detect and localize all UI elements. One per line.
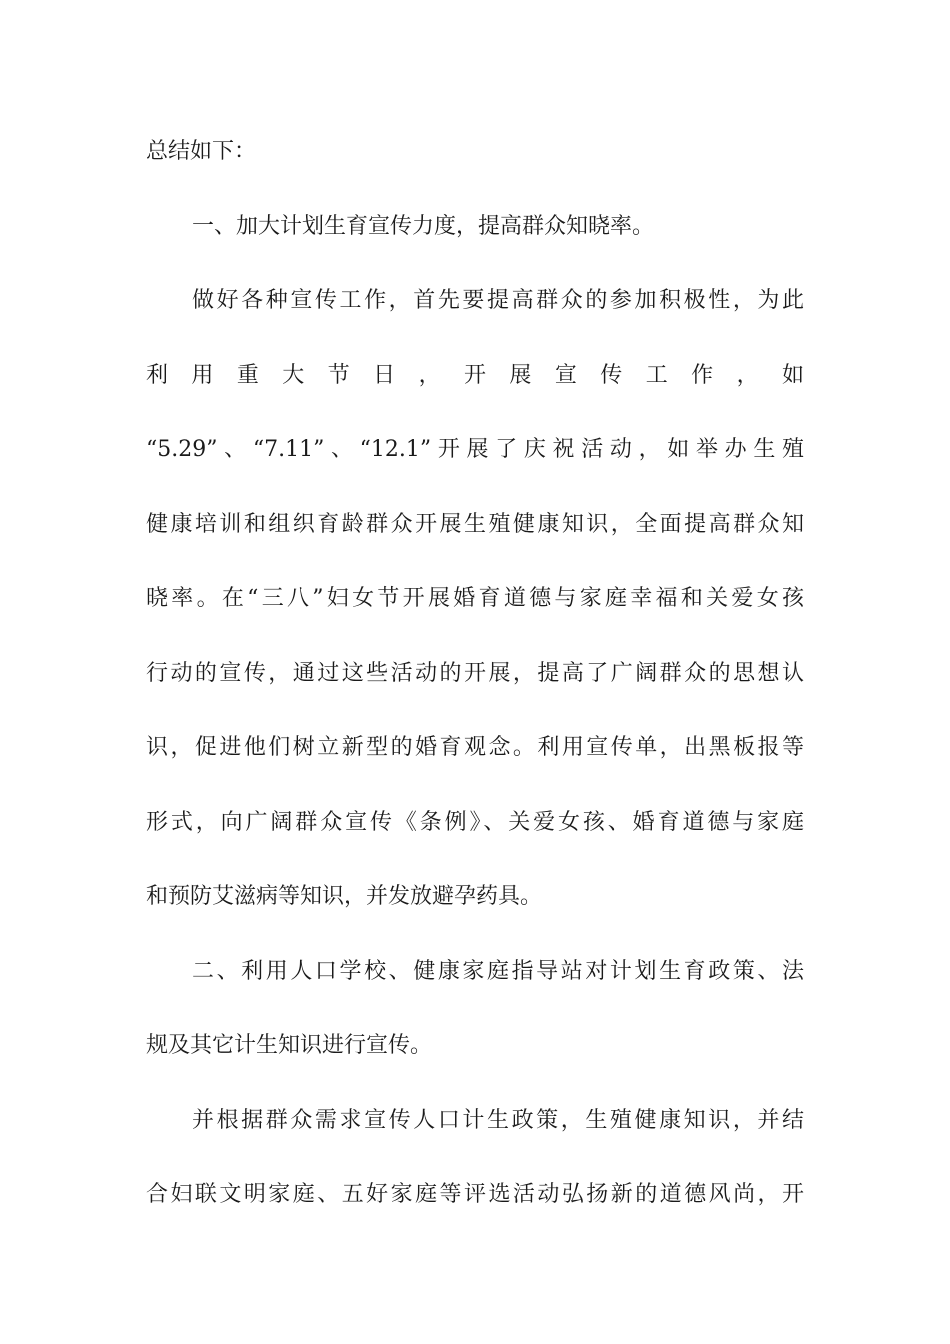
text-line-8: 行动的宣传，通过这些活动的开展，提高了广阔群众的思想认 <box>146 660 804 686</box>
text-line-7: 晓率。在“三八”妇女节开展婚育道德与家庭幸福和关爱女孩 <box>146 586 804 611</box>
text-line-1: 总结如下： <box>146 139 257 164</box>
text-line-10: 形式，向广阔群众宣传《条例》、关爱女孩、婚育道德与家庭 <box>146 809 804 835</box>
text-line-3: 做好各种宣传工作，首先要提高群众的参加积极性，为此 <box>192 288 804 313</box>
section-heading-1: 一、加大计划生育宣传力度，提高群众知晓率。 <box>192 213 655 239</box>
text-line-14: 并根据群众需求宣传人口计生政策，生殖健康知识，并结 <box>192 1107 804 1133</box>
text-line-6: 健康培训和组织育龄群众开展生殖健康知识，全面提高群众知 <box>146 511 804 537</box>
text-line-4: 利 用 重 大 节 日 ， 开 展 宣 传 工 作 ， 如 <box>146 362 804 388</box>
text-line-11: 和预防艾滋病等知识，并发放避孕药具。 <box>146 884 543 909</box>
text-line-5: “5.29”、“7.11”、“12.1”开展了庆祝活动，如举办生殖 <box>146 437 804 462</box>
text-line-9: 识，促进他们树立新型的婚育观念。利用宣传单，出黑板报等 <box>146 735 804 760</box>
text-line-15: 合妇联文明家庭、五好家庭等评选活动弘扬新的道德风尚，开 <box>146 1182 804 1207</box>
section-heading-2: 二、利用人口学校、健康家庭指导站对计划生育政策、法 <box>192 958 804 984</box>
text-line-13: 规及其它计生知识进行宣传。 <box>146 1033 433 1058</box>
document-body <box>146 127 804 1245</box>
